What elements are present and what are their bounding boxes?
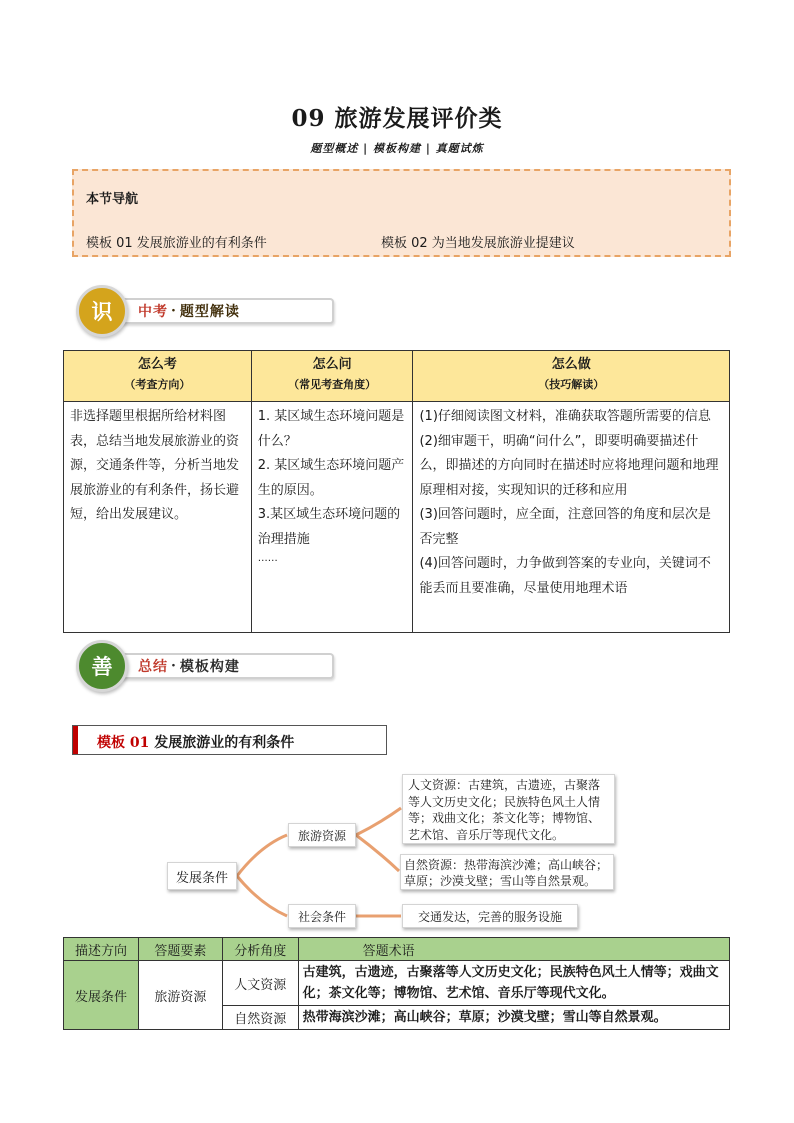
header-how-tested (64, 351, 252, 402)
node-traffic-services: 交通发达，完善的服务设施 (402, 904, 578, 928)
template-title: 发展旅游业的有利条件 (149, 735, 295, 751)
technique-item: (1)仔细阅读图文材料，准确获取答题所需要的信息 (419, 409, 711, 424)
banner-lead: 中考 (138, 304, 168, 320)
header-angle: 分析角度 (222, 938, 298, 961)
connector-human (356, 808, 401, 835)
angle-item: 1. 某区域生态环境问题是什么？ (257, 409, 405, 449)
connector-nature (356, 835, 399, 871)
nav-heading: 本节导航 (86, 192, 139, 207)
badge-icon: 善 (76, 640, 128, 692)
guide-table (63, 350, 730, 633)
node-natural-resources: 自然资源：热带海滨沙滩；高山峡谷；草原；沙漠戈壁；雪山等自然景观。 (400, 854, 614, 890)
badge-icon: 识 (76, 285, 128, 337)
conditions-diagram (160, 768, 620, 934)
angle-item: 3.某区域生态环境问题的治理措施 (257, 507, 401, 547)
heading-marker (73, 726, 78, 754)
header-sub: （常见考查角度） (288, 378, 377, 391)
cell-angle: 人文资源 (222, 961, 298, 1006)
nav-item-template-02[interactable]: 模板 02 为当地发展旅游业提建议 (381, 236, 575, 251)
answer-terms-table (63, 937, 730, 1030)
banner-bar (116, 298, 334, 324)
header-title: 怎么做 (551, 357, 591, 372)
cell-terms: 古建筑，古遗迹，古聚落等人文历史文化；民族特色风土人情等；戏曲文化；茶文化等；博物馆、艺术馆、音乐厅等现代文化。 (298, 961, 729, 1006)
node-tourism-resources: 旅游资源 (288, 823, 356, 847)
header-title: 怎么问 (312, 357, 352, 372)
cell-direction: 发展条件 (64, 961, 139, 1030)
cell-terms: 热带海滨沙滩；高山峡谷；草原；沙漠戈壁；雪山等自然景观。 (298, 1006, 729, 1030)
header-sub: （技巧解读） (538, 378, 605, 391)
header-title: 怎么考 (137, 357, 177, 372)
technique-item: (2)细审题干，明确“问什么”，即要明确要描述什么，即描述的方向同时在描述时应将地理问题和地理原理相对接，实现知识的迁移和应用 (419, 433, 719, 498)
cell-element: 旅游资源 (138, 961, 222, 1030)
banner-title: 模板构建 (179, 659, 240, 675)
connector-resource (237, 835, 287, 876)
cell-angle: 自然资源 (222, 1006, 298, 1030)
node-human-resources: 人文资源：古建筑，古遗迹，古聚落等人文历史文化；民族特色风土人情等；戏曲文化；茶文化等；博物馆、艺术馆、音乐厅等现代文化。 (402, 774, 615, 844)
technique-item: (3)回答问题时，应全面，注意回答的角度和层次是否完整 (419, 507, 711, 547)
node-development-conditions: 发展条件 (167, 862, 237, 890)
banner-dot: · (171, 303, 177, 319)
connector-social (237, 876, 287, 916)
cell-angles (251, 402, 413, 633)
header-how-asked (251, 351, 413, 402)
banner-title: 题型解读 (179, 304, 240, 320)
direction-text: 非选择题里根据所给材料图表，总结当地发展旅游业的资源，交通条件等，分析当地发展旅游业的有利条件，扬长避短，给出发展建议。 (70, 409, 240, 522)
angle-item: …… (257, 553, 278, 564)
angle-item: 2. 某区域生态环境问题产生的原因。 (257, 458, 405, 498)
banner-bar (116, 653, 334, 679)
cell-direction (64, 402, 252, 633)
header-sub: （考查方向） (124, 378, 191, 391)
page-subtitle: 题型概述 | 模板构建 | 真题试炼 (310, 142, 484, 155)
section-navigation (72, 169, 731, 257)
nav-item-template-01[interactable]: 模板 01 发展旅游业的有利条件 (86, 236, 267, 251)
page-title: 09 旅游发展评价类 (291, 105, 503, 132)
header-terms: 答题术语 (298, 938, 729, 961)
technique-item: (4)回答问题时，力争做到答案的专业向，关键词不能丢而且要准确，尽量使用地理术语 (419, 556, 711, 596)
header-direction: 描述方向 (64, 938, 139, 961)
header-element: 答题要素 (138, 938, 222, 961)
template-label: 模板 01 (97, 735, 150, 751)
cell-techniques (413, 402, 730, 633)
header-how-answer (413, 351, 730, 402)
banner-dot: · (171, 658, 177, 674)
banner-lead: 总结 (138, 659, 168, 675)
template-01-heading (72, 725, 387, 755)
node-social-conditions: 社会条件 (288, 904, 356, 928)
